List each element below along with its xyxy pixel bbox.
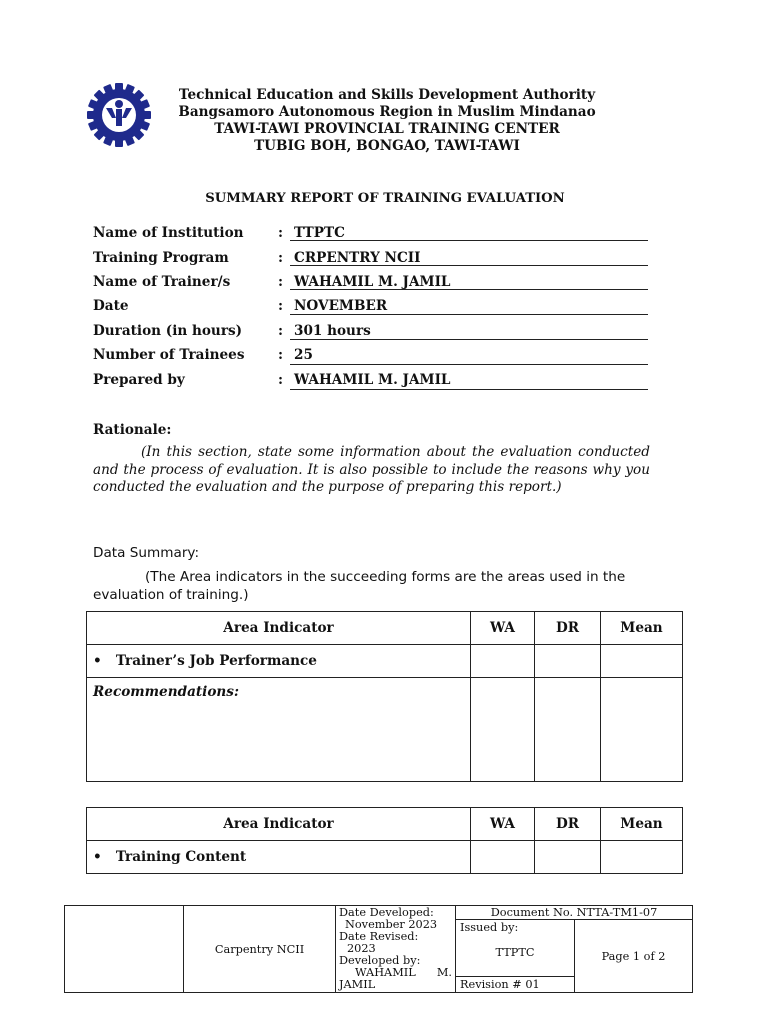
data-summary-text: (The Area indicators in the succeeding forms are the areas used in the evaluation of training.) [93, 569, 626, 603]
info-value-date: NOVEMBER [294, 298, 388, 314]
data-summary-heading: Data Summary: [93, 545, 200, 561]
footer-document-no: Document No. NTTA-TM1-07 [456, 906, 693, 920]
info-label-trainer: Name of Trainer/s [93, 274, 231, 290]
info-label-institution: Name of Institution [93, 225, 244, 241]
info-colon: : [278, 274, 284, 290]
footer-page-number: Page 1 of 2 [575, 920, 693, 993]
gear-icon [86, 82, 152, 148]
dr-cell [535, 678, 601, 782]
info-underline [290, 389, 648, 390]
info-value-prepared-by: WAHAMIL M. JAMIL [294, 372, 451, 388]
header-area-indicator: Area Indicator [87, 808, 471, 841]
header-dr: DR [535, 808, 601, 841]
info-label-date: Date [93, 298, 129, 314]
indicator-label: Trainer’s Job Performance [115, 653, 317, 669]
footer-qualification: Carpentry NCII [184, 906, 336, 993]
info-underline [290, 314, 648, 315]
info-underline [290, 289, 648, 290]
header-line-4: TUBIG BOH, BONGAO, TAWI-TAWI [254, 138, 520, 154]
developed-by-part-1: WAHAMIL [355, 966, 416, 979]
info-label-duration: Duration (in hours) [93, 323, 243, 339]
info-underline [290, 240, 648, 241]
issued-by-value: TTPTC [495, 946, 535, 959]
info-colon: : [278, 298, 284, 314]
date-revised-label: Date Revised: [339, 930, 419, 943]
developed-by-label: Developed by: [339, 954, 421, 967]
mean-cell [601, 645, 683, 678]
rationale-heading: Rationale: [93, 422, 172, 438]
area-table-training-content [86, 807, 683, 874]
info-colon: : [278, 250, 284, 266]
info-value-duration: 301 hours [294, 323, 371, 339]
recommendations-cell [87, 678, 471, 782]
info-value-trainer: WAHAMIL M. JAMIL [294, 274, 451, 290]
rationale-text: (In this section, state some information about the evaluation conducted and the process of evaluation. It is also possible to include the reasons why you conducted the evaluation and the purpose of preparing this report.) [93, 444, 650, 495]
info-label-trainees: Number of Trainees [93, 347, 245, 363]
footer-revision: Revision # 01 [456, 977, 575, 993]
date-developed-label: Date Developed: [339, 906, 434, 919]
footer-dates-cell [336, 906, 456, 993]
wa-cell [471, 645, 535, 678]
info-value-program: CRPENTRY NCII [294, 250, 421, 266]
info-colon: : [278, 225, 284, 241]
header-wa: WA [471, 612, 535, 645]
report-title: SUMMARY REPORT OF TRAINING EVALUATION [205, 191, 565, 206]
info-underline [290, 265, 648, 266]
info-colon: : [278, 323, 284, 339]
area-table-trainer-performance [86, 611, 683, 782]
info-value-institution: TTPTC [294, 225, 345, 241]
date-developed-value: November 2023 [345, 918, 438, 931]
header-dr: DR [535, 612, 601, 645]
indicator-cell [87, 645, 471, 678]
recommendations-label: Recommendations: [93, 684, 239, 700]
info-label-prepared-by: Prepared by [93, 372, 185, 388]
dr-cell [535, 645, 601, 678]
tesda-logo [86, 82, 152, 148]
institution-header [150, 87, 624, 155]
document-footer [64, 905, 693, 993]
header-line-3: TAWI-TAWI PROVINCIAL TRAINING CENTER [214, 121, 560, 137]
dr-cell [535, 841, 601, 874]
info-label-program: Training Program [93, 250, 229, 266]
developed-by-part-3: JAMIL [339, 978, 376, 991]
info-colon: : [278, 347, 284, 363]
indicator-label: Training Content [115, 849, 247, 865]
date-revised-value: 2023 [347, 942, 376, 955]
indicator-cell [87, 841, 471, 874]
footer-issued-cell [456, 920, 575, 977]
mean-cell [601, 841, 683, 874]
header-line-1: Technical Education and Skills Development Authority [178, 87, 596, 103]
info-colon: : [278, 372, 284, 388]
issued-by-label: Issued by: [460, 921, 519, 934]
info-value-trainees: 25 [294, 347, 313, 363]
wa-cell [471, 678, 535, 782]
header-line-2: Bangsamoro Autonomous Region in Muslim Mindanao [178, 104, 596, 120]
info-underline [290, 339, 648, 340]
header-mean: Mean [601, 808, 683, 841]
wa-cell [471, 841, 535, 874]
bullet-icon: • [93, 849, 102, 865]
info-underline [290, 364, 648, 365]
header-wa: WA [471, 808, 535, 841]
footer-blank-cell [65, 906, 184, 993]
developed-by-part-2: M. [436, 966, 452, 979]
mean-cell [601, 678, 683, 782]
header-area-indicator: Area Indicator [87, 612, 471, 645]
header-mean: Mean [601, 612, 683, 645]
bullet-icon: • [93, 653, 102, 669]
